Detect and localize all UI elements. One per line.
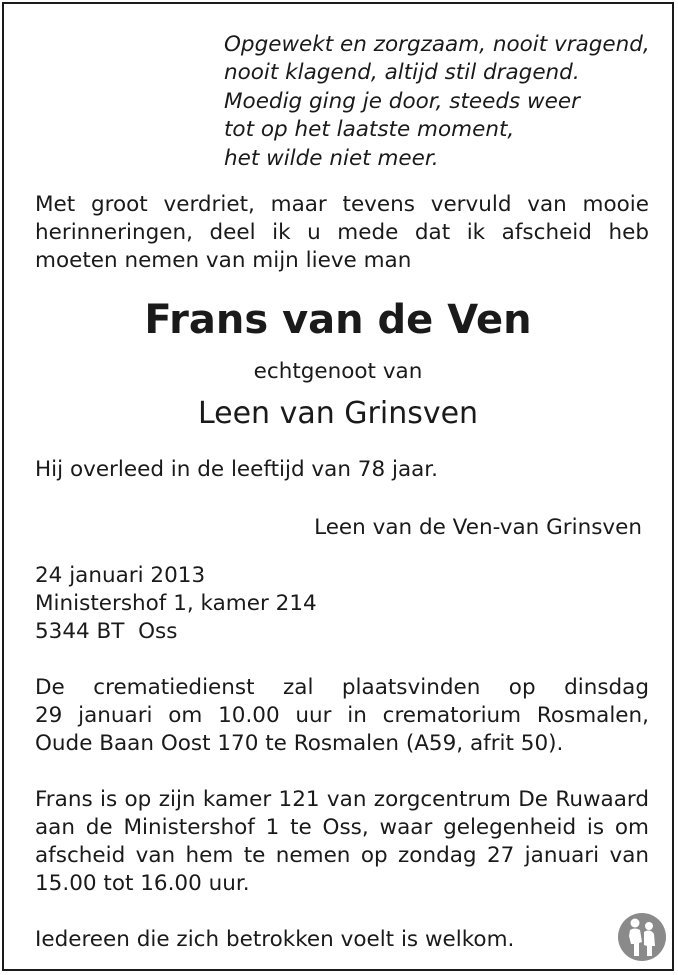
closing-paragraph — [35, 926, 649, 954]
poem-line: het wilde niet meer. — [224, 145, 439, 171]
visitation-line: Frans is op zijn kamer 121 van zorgcentrum De Ruwaard — [35, 787, 649, 812]
poem-line: Moedig ging je door, steeds weer — [224, 88, 580, 114]
address-date: 24 januari 2013 — [35, 563, 206, 588]
spouse-label: echtgenoot van — [253, 359, 423, 384]
age-statement — [35, 456, 649, 484]
announcement-paragraph — [35, 191, 649, 275]
address-postal: 5344 BT Oss — [35, 619, 178, 644]
cremation-paragraph — [35, 674, 649, 758]
cremation-line: De crematiedienst zal plaatsvinden op dinsdag — [35, 675, 649, 700]
cremation-line: 29 januari om 10.00 uur in crematorium Rosmalen, — [35, 703, 649, 728]
deceased-name: Frans van de Ven — [144, 297, 532, 343]
announcement-line: herinneringen, deel ik u mede dat ik afscheid heb — [35, 220, 649, 245]
address-street: Ministershof 1, kamer 214 — [35, 591, 317, 616]
visitation-line: 15.00 tot 16.00 uur. — [35, 871, 250, 896]
spouse-name: Leen van Grinsven — [197, 396, 479, 431]
poem-line: nooit klagend, altijd stil dragend. — [224, 60, 580, 86]
address-block — [35, 562, 649, 646]
closing-text: Iedereen die zich betrokken voelt is welkom. — [35, 927, 515, 952]
visitation-line: aan de Ministershof 1 te Oss, waar gelegenheid is om — [35, 815, 649, 840]
poem-line: tot op het laatste moment, — [224, 117, 515, 143]
visitation-paragraph — [35, 786, 649, 898]
cremation-line: Oude Baan Oost 170 te Rosmalen (A59, afrit 50). — [35, 731, 564, 756]
poem — [224, 31, 650, 173]
visitation-line: afscheid van hem te nemen op zondag 27 januari van — [35, 843, 649, 868]
obituary-card — [2, 2, 674, 971]
announcement-line: moeten nemen van mijn lieve man — [35, 248, 412, 273]
signer-name: Leen van de Ven-van Grinsven — [314, 515, 642, 540]
announcement-line: Met groot verdriet, maar tevens vervuld van mooie — [35, 192, 649, 217]
age-statement-text: Hij overleed in de leeftijd van 78 jaar. — [35, 457, 438, 482]
poem-line: Opgewekt en zorgzaam, nooit vragend, — [224, 32, 650, 57]
mourning-figure-icon — [617, 912, 667, 962]
